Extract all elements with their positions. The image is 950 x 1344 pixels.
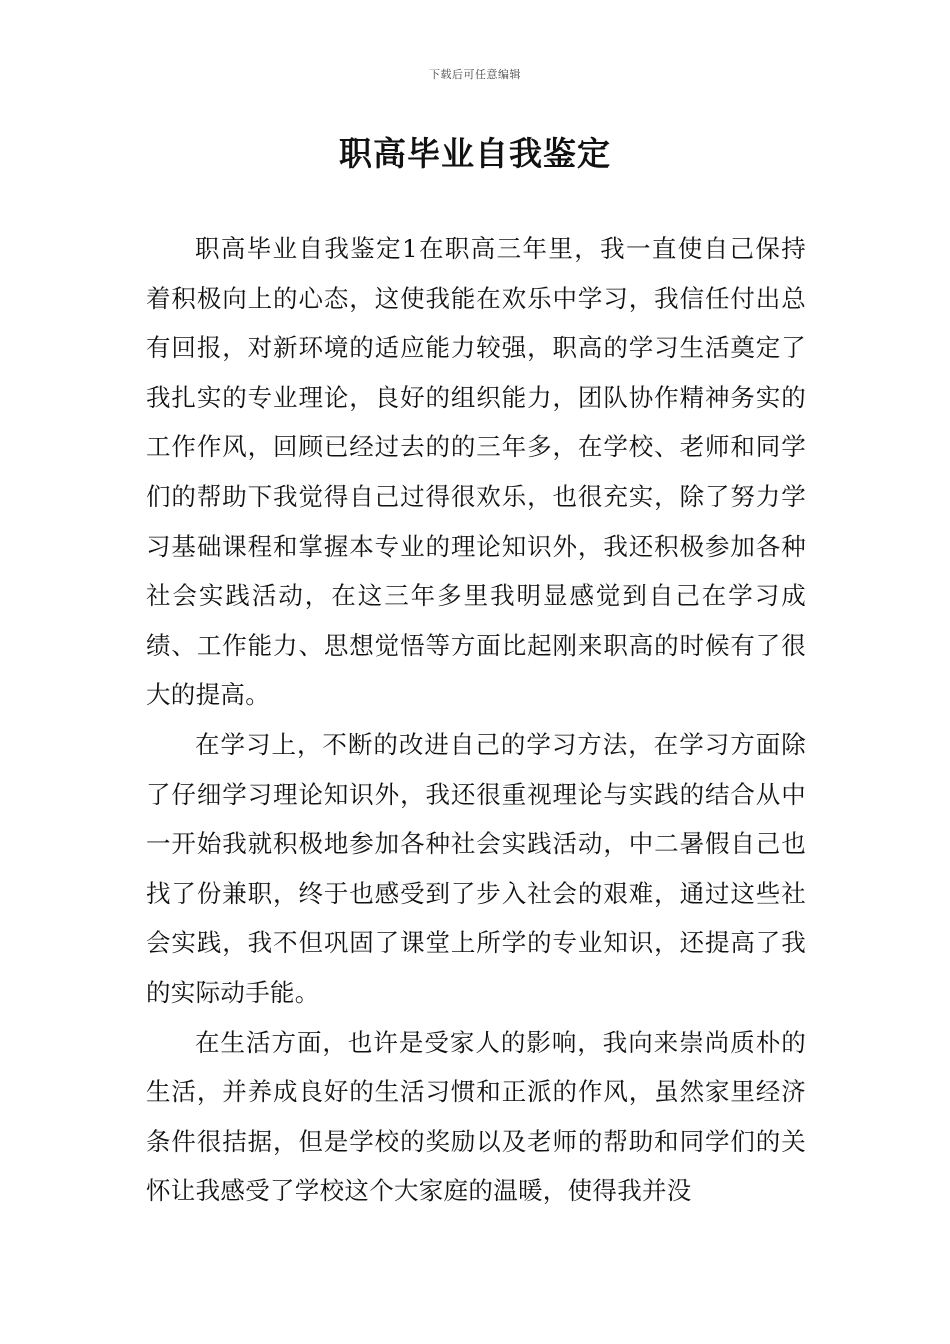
document-title: 职高毕业自我鉴定 [339, 134, 611, 173]
paragraph-3: 在生活方面，也许是受家人的影响，我向来崇尚质朴的生活，并养成良好的生活习惯和正派的作风，虽然家里经济条件很拮据，但是学校的奖励以及老师的帮助和同学们的关怀让我感受了学校这个大家庭的温暖，使得我并没 [146, 1027, 806, 1206]
header-note: 下载后可任意编辑 [429, 68, 521, 81]
paragraph-1: 职高毕业自我鉴定1在职高三年里，我一直使自己保持着积极向上的心态，这使我能在欢乐中学习，我信任付出总有回报，对新环境的适应能力较强，职高的学习生活奠定了我扎实的专业理论，良好的组织能力，团队协作精神务实的工作作风，回顾已经过去的的三年多，在学校、老师和同学们的帮助下我觉得自己过得很欢乐，也很充实，除了努力学习基础课程和掌握本专业的理论知识外，我还积极参加各种社会实践活动，在这三年多里我明显感觉到自己在学习成绩、工作能力、思想觉悟等方面比起刚来职高的时候有了很大的提高。 [146, 234, 806, 710]
paragraph-2: 在学习上，不断的改进自己的学习方法，在学习方面除了仔细学习理论知识外，我还很重视理论与实践的结合从中一开始我就积极地参加各种社会实践活动，中二暑假自己也找了份兼职，终于也感受到了步入社会的艰难，通过这些社会实践，我不但巩固了课堂上所学的专业知识，还提高了我的实际动手能。 [146, 729, 806, 1007]
document-body [146, 224, 806, 1216]
